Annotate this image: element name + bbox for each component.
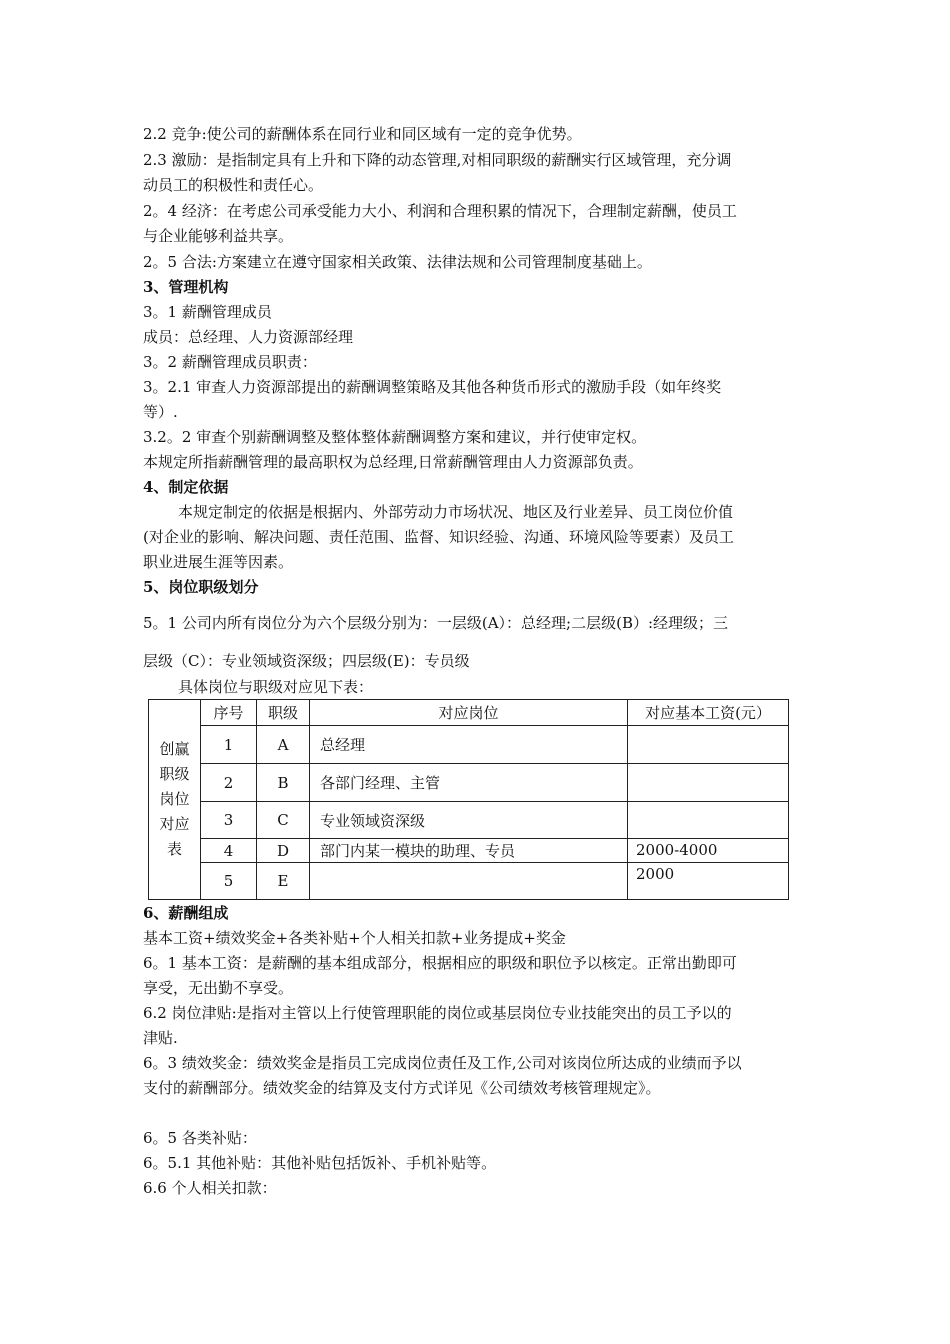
- text-line: 与企业能够利益共享。: [143, 227, 294, 245]
- table-side-label: 创赢 职级 岗位 对应 表: [149, 700, 201, 900]
- text-line: 3。2.1 审查人力资源部提出的薪酬调整策略及其他各种货币形式的激励手段（如年终奖: [143, 378, 722, 396]
- cell-no: 3: [201, 802, 257, 839]
- text-line: 6。3 绩效奖金：绩效奖金是指员工完成岗位责任及工作,公司对该岗位所达成的业绩而予以: [143, 1054, 742, 1072]
- cell-no: 2: [201, 764, 257, 802]
- cell-salary: 2000: [628, 863, 789, 900]
- table-row: [149, 839, 789, 863]
- cell-salary: 2000-4000: [628, 839, 789, 863]
- text-line: 支付的薪酬部分。绩效奖金的结算及支付方式详见《公司绩效考核管理规定》。: [143, 1079, 661, 1097]
- text-line: 5。1 公司内所有岗位分为六个层级分别为：一层级(A）：总经理;二层级(B）:经理级；三: [143, 614, 729, 632]
- cell-no: 5: [201, 863, 257, 900]
- header-salary: 对应基本工资(元）: [628, 700, 789, 726]
- text-line: 职业进展生涯等因素。: [143, 553, 294, 571]
- text-line: 2.2 竞争:使公司的薪酬体系在同行业和同区域有一定的竞争优势。: [143, 125, 582, 143]
- text-line: 享受，无出勤不享受。: [143, 979, 294, 997]
- header-position: 对应岗位: [310, 700, 628, 726]
- grade-position-table: [148, 699, 789, 900]
- table-row: [149, 863, 789, 900]
- text-line: 津贴.: [143, 1029, 178, 1047]
- cell-grade: E: [257, 863, 310, 900]
- text-line: 基本工资+绩效奖金+各类补贴+个人相关扣款+业务提成+奖金: [143, 929, 566, 947]
- text-line: 成员：总经理、人力资源部经理: [143, 328, 354, 346]
- table-row: [149, 802, 789, 839]
- text-line: 具体岗位与职级对应见下表：: [178, 678, 374, 696]
- text-line: 本规定所指薪酬管理的最高职权为总经理,日常薪酬管理由人力资源部负责。: [143, 453, 643, 471]
- text-line: 等）.: [143, 403, 178, 421]
- cell-no: 4: [201, 839, 257, 863]
- cell-position: 总经理: [310, 726, 628, 764]
- text-line: 动员工的积极性和责任心。: [143, 176, 324, 194]
- cell-salary: [628, 726, 789, 764]
- cell-salary: [628, 802, 789, 839]
- cell-position: [310, 863, 628, 900]
- text-line: 2.3 激励：是指制定具有上升和下降的动态管理,对相同职级的薪酬实行区域管理，充分调: [143, 151, 732, 169]
- text-line: 3。2 薪酬管理成员职责：: [143, 353, 317, 371]
- text-line: 3。1 薪酬管理成员: [143, 303, 272, 321]
- text-line: 6。5.1 其他补贴：其他补贴包括饭补、手机补贴等。: [143, 1154, 497, 1172]
- text-line: 3.2。2 审查个别薪酬调整及整体整体薪酬调整方案和建议，并行使审定权。: [143, 428, 647, 446]
- section-heading: 6、薪酬组成: [143, 904, 229, 922]
- section-heading: 5、岗位职级划分: [143, 578, 259, 596]
- cell-position: 各部门经理、主管: [310, 764, 628, 802]
- text-line: 6.2 岗位津贴:是指对主管以上行使管理职能的岗位或基层岗位专业技能突出的员工予以的: [143, 1004, 732, 1022]
- cell-position: 专业领域资深级: [310, 802, 628, 839]
- cell-grade: D: [257, 839, 310, 863]
- text-line: 6.6 个人相关扣款：: [143, 1179, 277, 1197]
- header-grade: 职级: [257, 700, 310, 726]
- table-header-row: [149, 700, 789, 726]
- text-line: 2。4 经济：在考虑公司承受能力大小、利润和合理积累的情况下，合理制定薪酬，使员工: [143, 202, 737, 220]
- text-line: 本规定制定的依据是根据内、外部劳动力市场状况、地区及行业差异、员工岗位价值: [178, 503, 734, 521]
- cell-grade: C: [257, 802, 310, 839]
- header-no: 序号: [201, 700, 257, 726]
- table-row: [149, 764, 789, 802]
- text-line: 层级（C）：专业领域资深级；四层级(E)：专员级: [143, 652, 470, 670]
- section-heading: 3、管理机构: [143, 278, 229, 296]
- cell-no: 1: [201, 726, 257, 764]
- text-line: (对企业的影响、解决问题、责任范围、监督、知识经验、沟通、环境风险等要素）及员工: [143, 528, 734, 546]
- cell-grade: B: [257, 764, 310, 802]
- table-row: [149, 726, 789, 764]
- section-heading: 4、制定依据: [143, 478, 229, 496]
- text-line: 6。1 基本工资：是薪酬的基本组成部分，根据相应的职级和职位予以核定。正常出勤即可: [143, 954, 737, 972]
- text-line: 2。5 合法:方案建立在遵守国家相关政策、法律法规和公司管理制度基础上。: [143, 253, 652, 271]
- cell-salary: [628, 764, 789, 802]
- cell-position: 部门内某一模块的助理、专员: [310, 839, 628, 863]
- text-line: 6。5 各类补贴：: [143, 1129, 257, 1147]
- cell-grade: A: [257, 726, 310, 764]
